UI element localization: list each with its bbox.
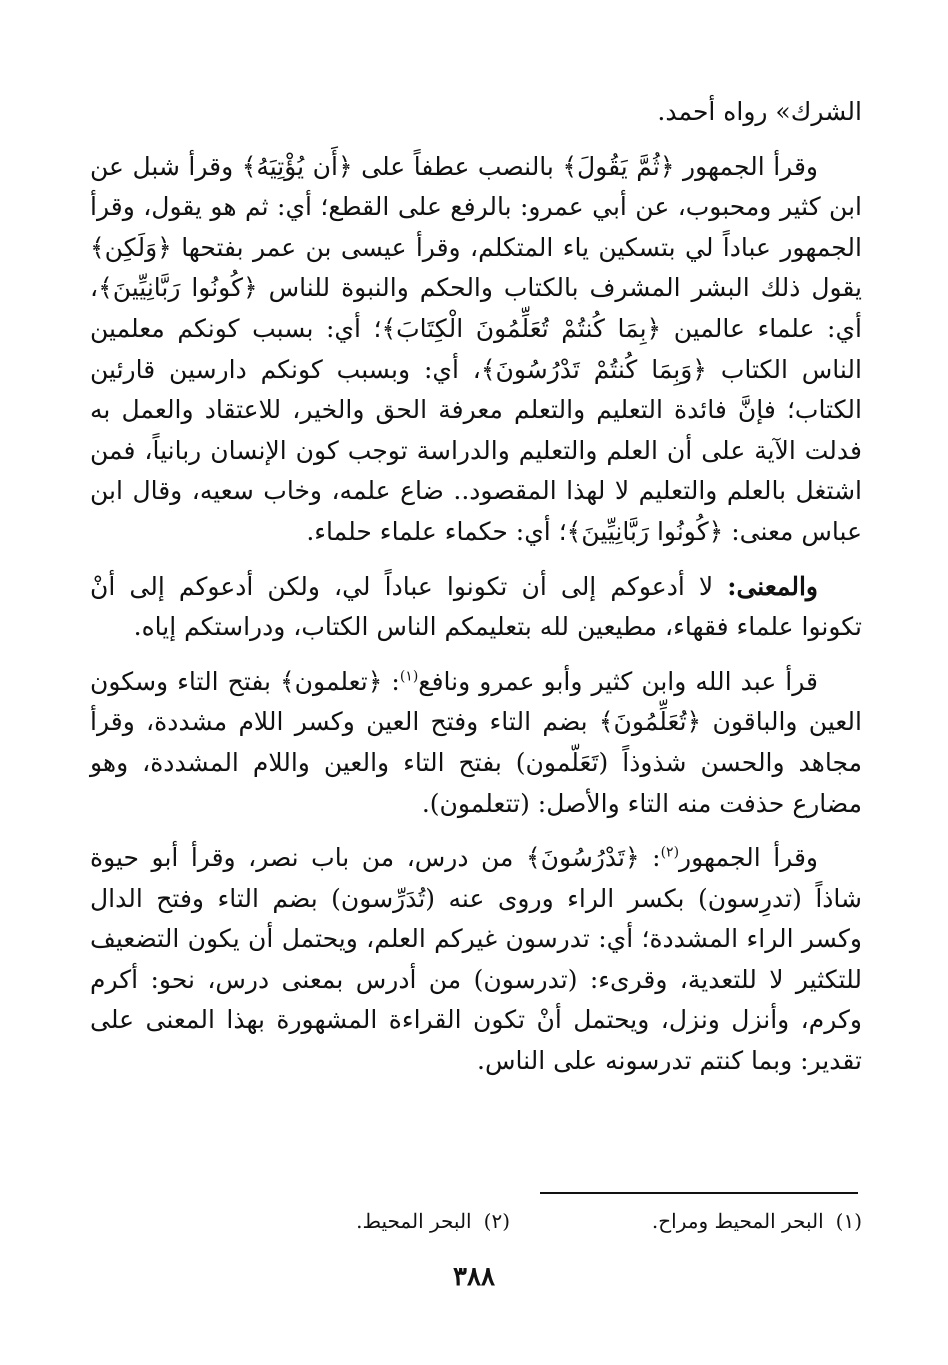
footnote-number: (١) [835,1209,862,1233]
paragraph-lead: والمعنى: [727,571,818,601]
paragraph-text: : ﴿تعلمون﴾ بفتح التاء وسكون العين والباقون ﴿تُعَلِّمُونَ﴾ بضم التاء وفتح العين وكسر اللام مشددة، وقرأ مجاهد والحسن شذوذاً (تَعَلّمون) بفتح التاء والعين واللام المشددة، وهو مضارع حذفت منه التاء والأصل: (تتعلمون). [90,666,862,818]
paragraph-recitation-tadrusun [90,838,862,1082]
paragraph-text: لا أدعوكم إلى أن تكونوا عباداً لي، ولكن أدعوكم إلى أنْ تكونوا علماء فقهاء، مطيعين لله بتعليمكم الناس الكتاب، ودراستكم إياه. [90,571,862,642]
footnote-item [652,1206,862,1236]
paragraph-recitation-yaqul [90,147,862,553]
paragraph-text-before-note: وقرأ الجمهور [679,843,818,873]
paragraph-continuation [90,92,862,133]
page-body [90,92,862,1082]
footnote-number: (٢) [483,1209,510,1233]
footnote-reference[interactable]: (١) [399,668,419,685]
paragraph-recitation-taalamun [90,662,862,824]
footnote-item [356,1206,510,1236]
footnote-text: البحر المحيط. [356,1209,472,1233]
footnote-text: البحر المحيط ومراح. [651,1209,824,1233]
paragraph-text: : ﴿تَدْرُسُونَ﴾ من درس، من باب نصر، وقرأ أبو حيوة شاذاً (تدرِسون) بكسر الراء وروى عنه (تُدَرِّسون) بضم التاء وفتح الدال وكسر الراء المشددة؛ أي: تدرسون غيركم العلم، ويحتمل أن يكون التضعيف للتكثير لا للتعدية، وقرىء: (تدرسون) من أدرس بمعنى درس، نحو: أكرم وكرم، وأنزل ونزل، ويحتمل أنْ تكون القراءة المشهورة بهذا المعنى على تقدير: وبما كنتم تدرسونه على الناس. [90,843,862,1076]
paragraph-meaning [90,567,862,648]
paragraph-text: وقرأ الجمهور ﴿ثُمَّ يَقُولَ﴾ بالنصب عطفاً على ﴿أَن يُؤْتِيَهُ﴾ وقرأ شبل عن ابن كثير ومحبوب، عن أبي عمرو: بالرفع على القطع؛ أي: ثم هو يقول، وقرأ الجمهور عباداً لي بتسكين ياء المتكلم، وقرأ عيسى بن عمر بفتحها ﴿وَلَكِن﴾ يقول ذلك البشر المشرف بالكتاب والحكم والنبوة للناس ﴿كُونُوا رَبَّانِيِّينَ﴾، أي: علماء عالمين ﴿بِمَا كُنتُمْ تُعَلِّمُونَ الْكِتَابَ﴾؛ أي: بسبب كونكم معلمين الناس الكتاب ﴿وَبِمَا كُنتُمْ تَدْرُسُونَ﴾، أي: وبسبب كونكم دارسين قارئين الكتاب؛ فإنَّ فائدة التعليم والتعلم معرفة الحق والخير، للاعتقاد والعمل به فدلت الآية على أن العلم والتعليم والدراسة توجب كون الإنسان ربانياً، فمن اشتغل بالعلم والتعليم لا لهذا المقصود.. ضاع علمه، وخاب سعيه، وقال ابن عباس معنى: ﴿كُونُوا رَبَّانِيِّينَ﴾؛ أي: حكماء علماء حلماء. [90,151,862,546]
page-number: ٣٨٨ [453,1262,495,1292]
paragraph-text: الشرك» رواه أحمد. [657,97,862,126]
footnote-separator [540,1192,858,1194]
paragraph-text-before-note: قرأ عبد الله وابن كثير وأبو عمرو ونافع [418,666,819,696]
footnote-reference[interactable]: (٢) [660,844,680,861]
